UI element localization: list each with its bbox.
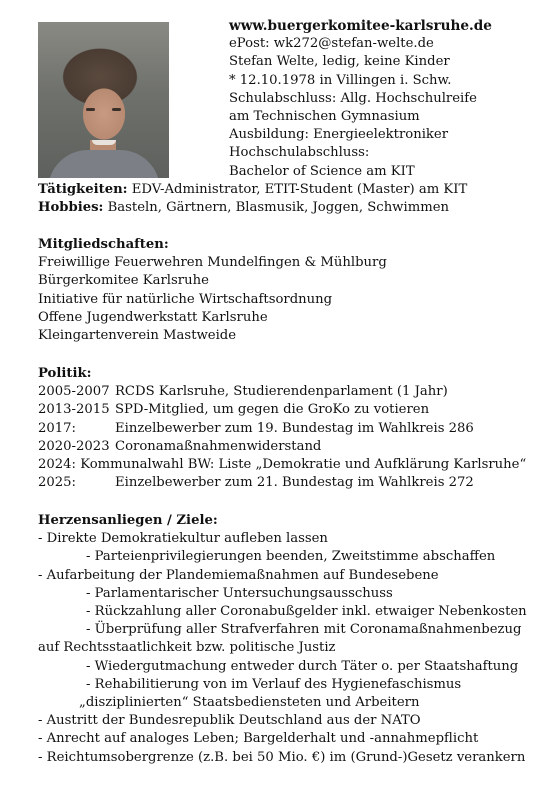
politics-year: 2013-2015 <box>38 402 110 418</box>
politics-row: 2024: Kommunalwahl BW: Liste „Demokratie und Aufklärung Karlsruhe“ <box>38 457 527 473</box>
hobbies-label: Hobbies: <box>38 200 104 216</box>
goal-subitem: - Rückzahlung aller Coronabußgelder inkl. etwaiger Nebenkosten <box>86 604 527 620</box>
goal-item: - Direkte Demokratiekultur aufleben lassen <box>38 531 328 547</box>
memberships-heading: Mitgliedschaften: <box>38 237 169 252</box>
birth-line: * 12.10.1978 in Villingen i. Schw. <box>229 72 452 88</box>
membership-item: Freiwillige Feuerwehren Mundelfingen & Mühlburg <box>38 255 387 271</box>
politics-row <box>38 401 526 419</box>
website-link[interactable]: www.buergerkomitee-karlsruhe.de <box>229 18 492 34</box>
training-line: Ausbildung: Energieelektroniker <box>229 127 449 143</box>
goal-item: - Anrecht auf analoges Leben; Bargelderhalt und -annahmepflicht <box>38 731 479 747</box>
politics-text: Einzelbewerber zum 19. Bundestag im Wahlkreis 286 <box>115 420 474 436</box>
taetigkeiten-label: Tätigkeiten: <box>38 182 128 197</box>
degree-line-2: Bachelor of Science am KIT <box>229 163 415 179</box>
membership-item: Offene Jugendwerkstatt Karlsruhe <box>38 309 268 325</box>
politics-year: 2005-2007 <box>38 384 110 400</box>
politics-text: SPD-Mitglied, um gegen die GroKo zu votieren <box>115 402 430 418</box>
degree-line: Hochschulabschluss: <box>229 145 370 161</box>
activities-block <box>38 181 467 217</box>
goal-subitem-continuation: „disziplinierten“ Staatsbediensteten und Arbeitern <box>79 695 420 711</box>
taetigkeiten-text: EDV-Administrator, ETIT-Student (Master) am KIT <box>127 182 468 197</box>
goals-block <box>38 512 527 767</box>
politics-text: Coronamaßnahmenwiderstand <box>115 438 322 454</box>
politics-text: RCDS Karlsruhe, Studierendenparlament (1 Jahr) <box>115 384 448 400</box>
goal-subitem: - Parlamentarischer Untersuchungsausschuss <box>86 585 393 601</box>
name-line: Stefan Welte, ledig, keine Kinder <box>229 54 450 70</box>
goal-subitem-continuation: auf Rechtsstaatlichkeit bzw. politische Justiz <box>38 640 336 656</box>
goal-item: - Aufarbeitung der Plandemiemaßnahmen auf Bundesebene <box>38 567 439 583</box>
goal-subitem: - Parteienprivilegierungen beenden, Zweitstimme abschaffen <box>86 549 496 565</box>
membership-item: Initiative für natürliche Wirtschaftsordnung <box>38 291 333 307</box>
politics-year: 2025: <box>38 475 77 491</box>
politics-row <box>38 438 526 456</box>
politics-row <box>38 383 526 401</box>
politics-year: 2017: <box>38 420 77 436</box>
goal-subitem: - Überprüfung aller Strafverfahren mit Coronamaßnahmenbezug <box>86 622 522 638</box>
hobbies-text: Basteln, Gärtnern, Blasmusik, Joggen, Schwimmen <box>103 200 449 216</box>
politics-text: Einzelbewerber zum 21. Bundestag im Wahlkreis 272 <box>115 475 474 491</box>
goals-heading: Herzensanliegen / Ziele: <box>38 513 218 528</box>
goal-item: - Reichtumsobergrenze (z.B. bei 50 Mio. €) im (Grund-)Gesetz verankern <box>38 749 526 765</box>
politics-block <box>38 365 526 492</box>
politics-row <box>38 420 526 438</box>
politics-year: 2020-2023 <box>38 438 110 454</box>
politics-heading: Politik: <box>38 366 92 381</box>
membership-item: Kleingartenverein Mastweide <box>38 328 237 344</box>
goal-subitem: - Rehabilitierung von im Verlauf des Hygienefaschismus <box>86 676 462 692</box>
school-line-2: am Technischen Gymnasium <box>229 109 420 125</box>
politics-row <box>38 474 526 492</box>
email-line: ePost: wk272@stefan-welte.de <box>229 36 434 52</box>
goal-item: - Austritt der Bundesrepublik Deutschland aus der NATO <box>38 713 421 729</box>
school-line: Schulabschluss: Allg. Hochschulreife <box>229 90 477 106</box>
portrait-photo <box>38 22 169 178</box>
goal-subitem: - Wiedergutmachung entweder durch Täter o. per Staatshaftung <box>86 658 519 674</box>
membership-item: Bürgerkomitee Karlsruhe <box>38 273 209 289</box>
header-info <box>229 17 492 181</box>
memberships-block <box>38 236 387 345</box>
